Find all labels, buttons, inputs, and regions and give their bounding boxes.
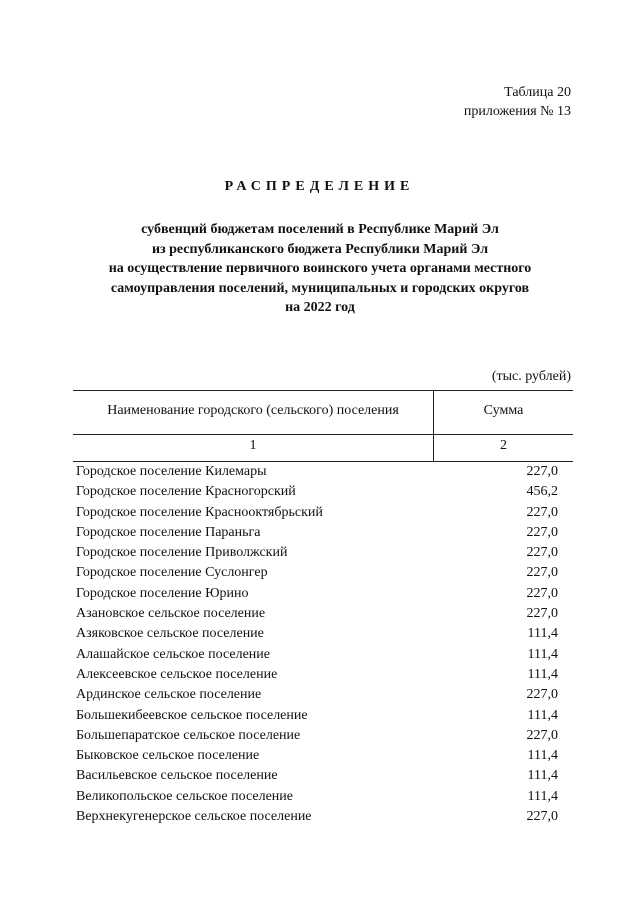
table-row: [76, 523, 558, 543]
table-row: [76, 706, 558, 726]
appendix-reference: приложения № 13: [463, 104, 571, 119]
settlement-name: Городское поселение Параньга: [76, 524, 261, 540]
settlement-name: Городское поселение Приволжский: [76, 545, 288, 561]
settlement-name: Большекибеевское сельское поселение: [76, 707, 308, 723]
table-row: [76, 462, 558, 482]
settlement-name: Ардинское сельское поселение: [76, 687, 262, 703]
subvention-amount: 227,0: [526, 545, 558, 561]
table-row: [76, 563, 558, 583]
settlement-name: Городское поселение Красногорский: [76, 484, 296, 500]
table-row: [76, 482, 558, 502]
table-row: [76, 807, 558, 827]
table-row: [76, 787, 558, 807]
settlement-name: Алексеевское сельское поселение: [76, 666, 278, 682]
subvention-amount: 111,4: [527, 768, 558, 784]
column-header-name: Наименование городского (сельского) поселения: [107, 403, 399, 418]
subtitle-line: на 2022 год: [285, 300, 355, 315]
settlement-name: Азяковское сельское поселение: [76, 626, 264, 642]
table-row: [76, 746, 558, 766]
subvention-amount: 111,4: [527, 626, 558, 642]
table-row: [76, 685, 558, 705]
table-body: [76, 462, 558, 827]
settlement-name: Городское поселение Юрино: [76, 585, 249, 601]
settlement-name: Верхнекугенерское сельское поселение: [76, 809, 312, 825]
column-number-2: 2: [500, 438, 507, 453]
subtitle-line: субвенций бюджетам поселений в Республике Марий Эл: [141, 222, 499, 237]
subtitle-line: на осуществление первичного воинского учета органами местного: [108, 261, 532, 276]
column-header-amount: Сумма: [483, 403, 524, 418]
table-reference-number: Таблица 20: [504, 85, 571, 100]
subvention-amount: 227,0: [526, 606, 558, 622]
table-row: [76, 645, 558, 665]
settlement-name: Азановское сельское поселение: [76, 606, 266, 622]
document-subtitle: [60, 220, 580, 318]
settlement-name: Городское поселение Краснооктябрьский: [76, 504, 323, 520]
table-header: [73, 390, 573, 462]
subvention-amount: 456,2: [526, 484, 558, 500]
subvention-amount: 227,0: [526, 464, 558, 479]
settlement-name: Городское поселение Суслонгер: [76, 565, 268, 581]
settlement-name: Городское поселение Килемары: [76, 464, 267, 479]
subtitle-line: самоуправления поселений, муниципальных и городских округов: [110, 280, 530, 296]
subvention-amount: 227,0: [526, 585, 558, 601]
table-row: [76, 584, 558, 604]
table-row: [76, 665, 558, 685]
subvention-amount: 227,0: [526, 524, 558, 540]
subvention-amount: 111,4: [527, 646, 558, 662]
document-heading: РАСПРЕДЕЛЕНИЕ: [224, 179, 415, 194]
column-number-1: 1: [249, 438, 257, 453]
subvention-amount: 227,0: [526, 809, 558, 825]
header-divider: [73, 434, 573, 435]
settlement-name: Алашайское сельское поселение: [76, 646, 270, 662]
subvention-amount: 111,4: [527, 666, 558, 682]
table-row: [76, 766, 558, 786]
settlement-name: Великопольское сельское поселение: [76, 788, 293, 804]
settlement-name: Большепаратское сельское поселение: [76, 727, 301, 743]
subvention-amount: 227,0: [526, 504, 558, 520]
settlement-name: Васильевское сельское поселение: [76, 768, 278, 784]
subvention-amount: 111,4: [527, 788, 558, 804]
subtitle-line: из республиканского бюджета Республики Марий Эл: [151, 241, 489, 257]
subvention-amount: 227,0: [526, 565, 558, 581]
units-label: (тыс. рублей): [491, 369, 571, 384]
table-row: [76, 726, 558, 746]
subvention-amount: 111,4: [527, 748, 558, 764]
subvention-amount: 227,0: [526, 687, 558, 703]
subvention-amount: 227,0: [526, 727, 558, 743]
subvention-amount: 111,4: [527, 707, 558, 723]
table-row: [76, 503, 558, 523]
settlement-name: Быковское сельское поселение: [76, 748, 260, 764]
table-row: [76, 624, 558, 644]
table-row: [76, 543, 558, 563]
table-row: [76, 604, 558, 624]
